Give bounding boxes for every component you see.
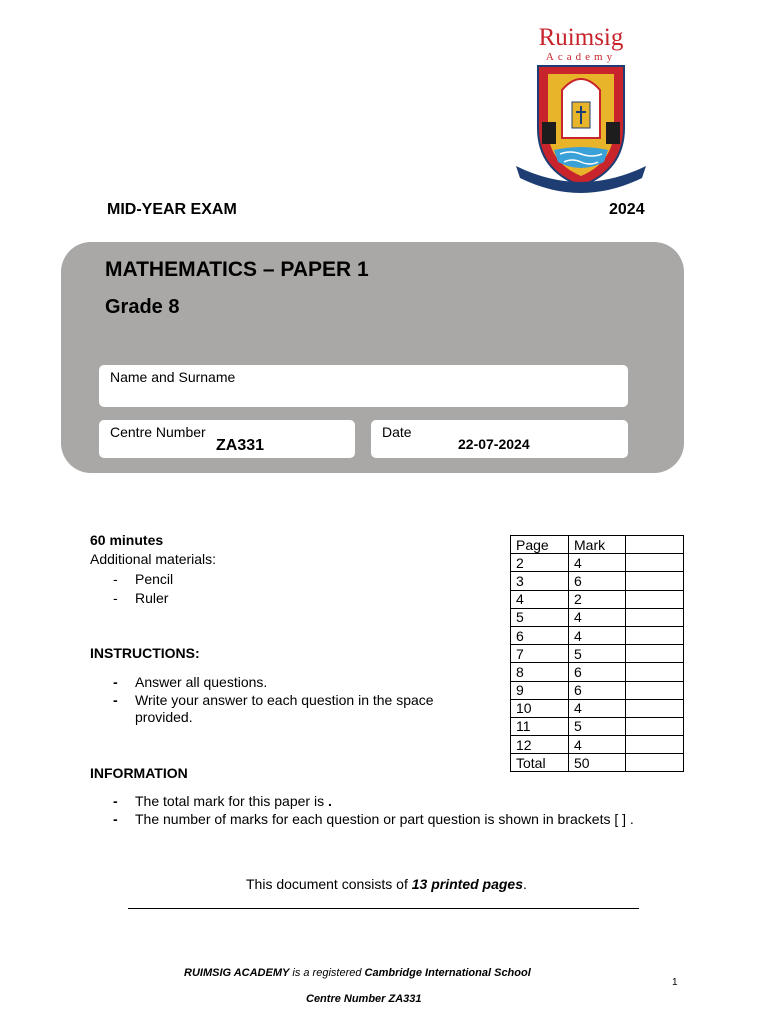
page-count-suffix: . — [523, 876, 527, 892]
examiner-mark-cell — [626, 626, 684, 644]
instructions-title: INSTRUCTIONS: — [90, 645, 200, 661]
date-value: 22-07-2024 — [458, 436, 530, 452]
table-row — [511, 626, 684, 644]
page-count-emphasis: 13 printed pages — [411, 876, 524, 892]
material-item: Ruler — [135, 590, 169, 606]
table-row — [511, 572, 684, 590]
bullet-dash: - — [113, 692, 118, 708]
table-row — [511, 681, 684, 699]
information-title: INFORMATION — [90, 765, 188, 781]
grade-title: Grade 8 — [105, 296, 180, 318]
table-cell: 12 — [511, 736, 569, 754]
table-cell: 2 — [511, 554, 569, 572]
name-label: Name and Surname — [110, 369, 236, 385]
marks-table-header — [511, 536, 684, 554]
table-cell: 4 — [569, 626, 626, 644]
date-field[interactable] — [371, 420, 628, 458]
table-cell: 5 — [569, 645, 626, 663]
table-cell: 6 — [511, 626, 569, 644]
table-cell: 11 — [511, 717, 569, 735]
marks-table — [510, 535, 684, 772]
logo-subtitle: Academy — [545, 51, 617, 63]
bullet-dash: - — [113, 674, 118, 690]
bullet-dash: - — [113, 811, 118, 827]
exam-banner — [61, 242, 684, 473]
examiner-mark-cell — [626, 699, 684, 717]
table-cell: 6 — [569, 663, 626, 681]
name-field[interactable] — [99, 365, 628, 407]
header-cell: Mark — [569, 536, 626, 554]
table-cell: 10 — [511, 699, 569, 717]
table-cell: 4 — [569, 608, 626, 626]
table-cell: 5 — [569, 717, 626, 735]
table-cell: 50 — [569, 754, 626, 772]
bullet-dash: - — [113, 793, 118, 809]
page-count-prefix: This document consists of — [246, 876, 412, 892]
material-item: Pencil — [135, 571, 174, 587]
table-cell: 4 — [569, 699, 626, 717]
header-cell: Page — [511, 536, 569, 554]
table-cell: 8 — [511, 663, 569, 681]
examiner-mark-cell — [626, 717, 684, 735]
bullet-dash: - — [113, 571, 118, 587]
table-row — [511, 754, 684, 772]
table-row — [511, 699, 684, 717]
info-total-text: The total mark for this paper is — [135, 793, 328, 809]
exam-title: MID-YEAR EXAM — [107, 201, 237, 218]
duration: 60 minutes — [90, 532, 164, 548]
examiner-mark-cell — [626, 572, 684, 590]
footer-school: RUIMSIG ACADEMY — [184, 967, 290, 979]
logo-name: Ruimsig — [538, 24, 624, 51]
divider — [128, 908, 639, 909]
table-row — [511, 663, 684, 681]
school-logo — [512, 24, 650, 196]
examiner-mark-cell — [626, 754, 684, 772]
table-row — [511, 608, 684, 626]
centre-value: ZA331 — [216, 437, 265, 454]
info-item: The number of marks for each question or part question is shown in brackets [ ] . — [135, 811, 634, 827]
table-cell: 4 — [569, 554, 626, 572]
table-row — [511, 717, 684, 735]
instruction-item: Answer all questions. — [135, 674, 268, 690]
header-cell — [626, 536, 684, 554]
table-cell: Total — [511, 754, 569, 772]
exam-year: 2024 — [609, 201, 645, 218]
info-total-blank: . — [327, 793, 332, 809]
page-number: 1 — [672, 977, 678, 988]
table-row — [511, 736, 684, 754]
centre-label: Centre Number — [110, 424, 206, 440]
table-cell: 3 — [511, 572, 569, 590]
table-cell: 4 — [569, 736, 626, 754]
subject-title: MATHEMATICS – PAPER 1 — [105, 258, 369, 281]
table-cell: 2 — [569, 590, 626, 608]
page-count-line — [246, 876, 527, 892]
footer-centre: Centre Number ZA331 — [306, 993, 422, 1005]
instruction-item-cont: provided. — [135, 709, 193, 725]
examiner-mark-cell — [626, 645, 684, 663]
examiner-mark-cell — [626, 736, 684, 754]
footer-cambridge: Cambridge International School — [364, 967, 531, 979]
table-cell: 4 — [511, 590, 569, 608]
table-cell: 5 — [511, 608, 569, 626]
info-item — [135, 793, 332, 809]
date-label: Date — [382, 424, 412, 440]
materials-label: Additional materials: — [90, 551, 217, 567]
table-cell: 7 — [511, 645, 569, 663]
examiner-mark-cell — [626, 608, 684, 626]
table-row — [511, 554, 684, 572]
table-row — [511, 645, 684, 663]
bullet-dash: - — [113, 590, 118, 606]
examiner-mark-cell — [626, 663, 684, 681]
table-row — [511, 590, 684, 608]
examiner-mark-cell — [626, 590, 684, 608]
table-cell: 6 — [569, 572, 626, 590]
instruction-item: Write your answer to each question in the space — [135, 692, 434, 708]
examiner-mark-cell — [626, 681, 684, 699]
table-cell: 9 — [511, 681, 569, 699]
table-cell: 6 — [569, 681, 626, 699]
examiner-mark-cell — [626, 554, 684, 572]
footer-registration — [184, 967, 531, 979]
centre-field[interactable] — [99, 420, 355, 458]
footer-mid: is a registered — [289, 967, 365, 979]
crest-icon — [512, 62, 650, 196]
